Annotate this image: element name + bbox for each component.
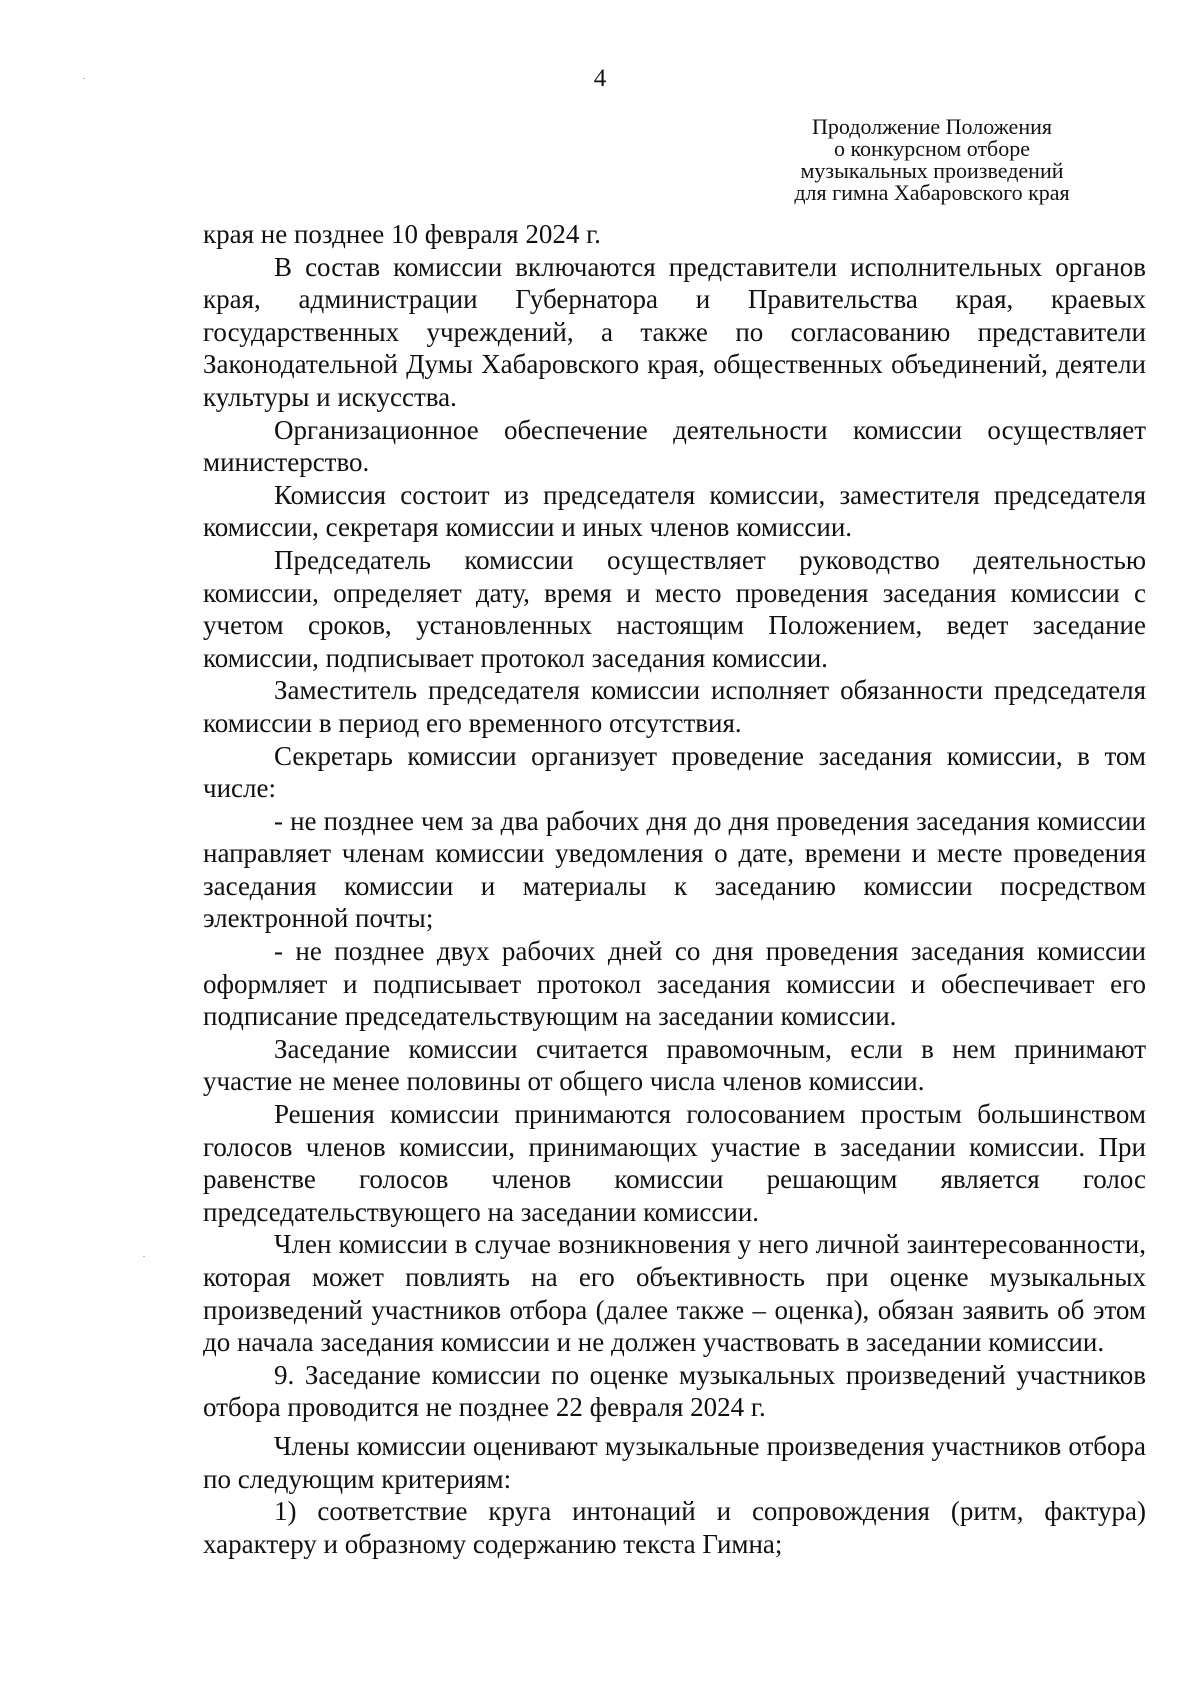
header-line: о конкурсном отборе xyxy=(833,136,1031,161)
scan-speck xyxy=(143,1256,145,1257)
paragraph: края не позднее 10 февраля 2024 г. xyxy=(203,219,601,249)
paragraph: Заместитель председателя комиссии исполняет обязанности председателя комиссии в период его временного отсутствия. xyxy=(203,675,1146,738)
paragraph: Секретарь комиссии организует проведение заседания комиссии, в том числе: xyxy=(203,740,1146,804)
header-line: музыкальных произведений xyxy=(800,158,1064,183)
paragraph: Член комиссии в случае возникновения у него личной заинтересованности, которая может повлиять на его объективность при оценке музыкальных произведений участников отбора (далее также – оценка), обязан заявить об этом до начала заседания комиссии и не должен участвовать в заседании комиссии. xyxy=(203,1229,1146,1358)
document-header xyxy=(762,116,1102,204)
paragraph: Комиссия состоит из председателя комиссии, заместителя председателя комиссии, секретаря комиссии и иных членов комиссии. xyxy=(203,479,1146,543)
paragraph: Председатель комиссии осуществляет руководство деятельностью комиссии, определяет дату, время и место проведения заседания комиссии с учетом сроков, установленных настоящим Положением, ведет заседание комиссии, подписывает протокол заседания комиссии. xyxy=(203,544,1146,673)
paragraph: Решения комиссии принимаются голосованием простым большинством голосов членов комиссии, принимающих участие в заседании комиссии. При равенстве голосов членов комиссии решающим является голос председательствующего на заседании комиссии. xyxy=(203,1099,1146,1227)
header-line: для гимна Хабаровского края xyxy=(794,180,1070,205)
list-item: 1) соответствие круга интонаций и сопровождения (ритм, фактура) характеру и образному содержанию текста Гимна; xyxy=(203,1496,1146,1559)
header-line: Продолжение Положения xyxy=(812,114,1052,139)
section-paragraph: 9. Заседание комиссии по оценке музыкальных произведений участников отбора проводится не позднее 22 февраля 2024 г. xyxy=(203,1359,1146,1423)
scan-speck xyxy=(83,78,85,79)
paragraph: Заседание комиссии считается правомочным, если в нем принимают участие не менее половины от общего числа членов комиссии. xyxy=(203,1033,1146,1097)
paragraph: В состав комиссии включаются представители исполнительных органов края, администрации Губернатора и Правительства края, краевых государственных учреждений, а также по согласованию представители Законодательной Думы Хабаровского края, общественных объединений, деятели культуры и искусства. xyxy=(203,251,1146,412)
list-item: - не позднее двух рабочих дней со дня проведения заседания комиссии оформляет и подписывает протокол заседания комиссии и обеспечивает его подписание председательствующим на заседании комиссии. xyxy=(203,936,1146,1032)
paragraph: Члены комиссии оценивают музыкальные произведения участников отбора по следующим критериям: xyxy=(203,1430,1146,1494)
document-body xyxy=(203,218,1146,1560)
page-number: 4 xyxy=(593,65,607,92)
paragraph: Организационное обеспечение деятельности комиссии осуществляет министерство. xyxy=(203,414,1146,478)
list-item: - не позднее чем за два рабочих дня до дня проведения заседания комиссии направляет членам комиссии уведомления о дате, времени и месте проведения заседания комиссии и материалы к заседанию комиссии посредством электронной почты; xyxy=(203,805,1146,934)
